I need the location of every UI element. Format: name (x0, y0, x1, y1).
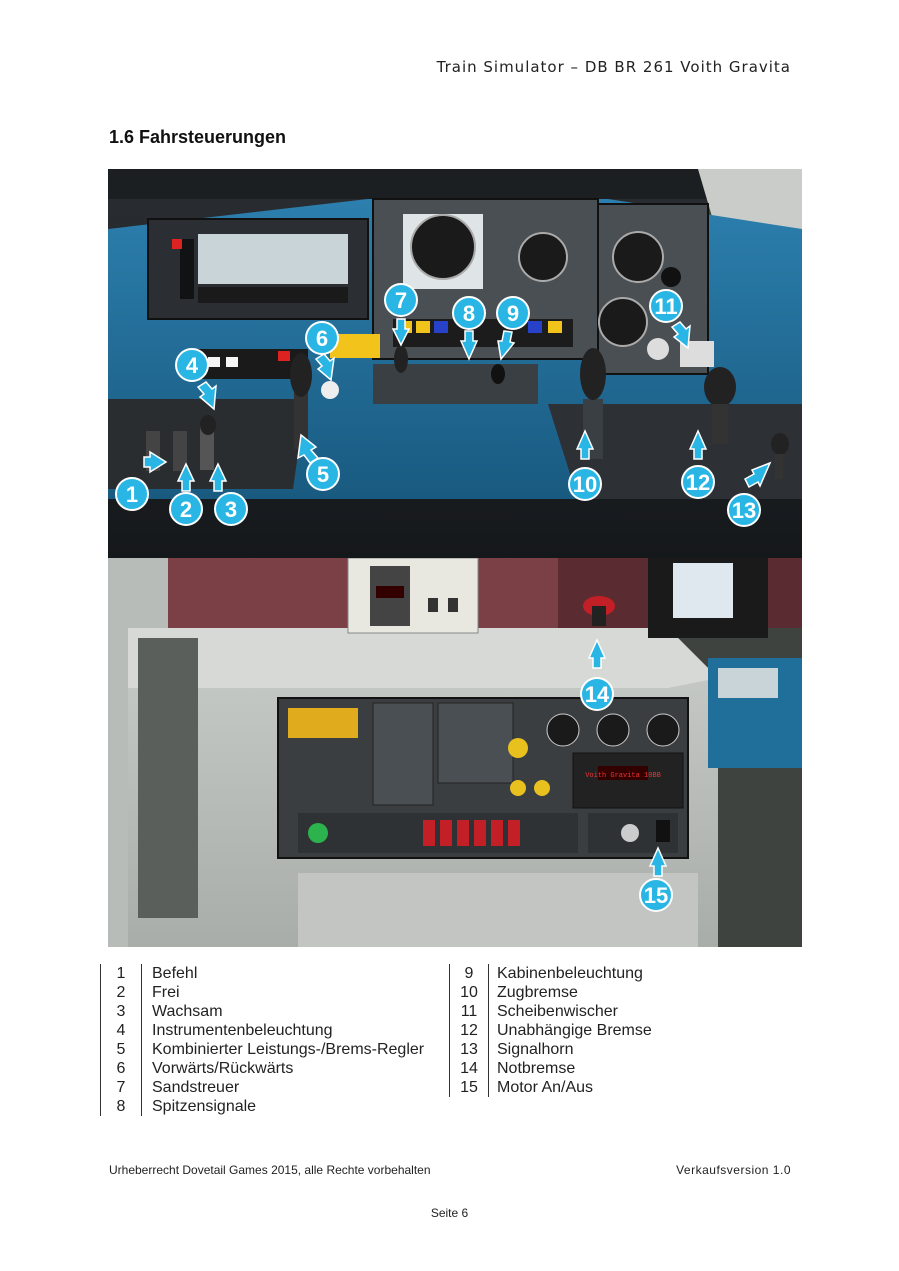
svg-text:11: 11 (654, 294, 678, 319)
legend-number: 13 (450, 1040, 489, 1059)
legend-label: Spitzensignale (152, 1098, 257, 1115)
legend-number: 1 (101, 964, 142, 983)
cab-desk-photo (108, 169, 802, 558)
section-heading: 1.6 Fahrsteuerungen (109, 127, 287, 147)
legend-row (450, 1078, 780, 1097)
legend-label: Sandstreuer (152, 1079, 240, 1096)
legend-number: 10 (450, 983, 489, 1002)
svg-text:1: 1 (125, 482, 139, 507)
svg-text:7: 7 (394, 288, 408, 313)
svg-text:10: 10 (572, 472, 598, 497)
legend-left-column (100, 964, 451, 1116)
legend-row (101, 1059, 451, 1078)
legend-number: 15 (450, 1078, 489, 1097)
legend-label: Unabhängige Bremse (497, 1022, 652, 1039)
legend-label: Frei (152, 984, 180, 1001)
legend-label: Motor An/Aus (497, 1079, 594, 1096)
legend-row (101, 1021, 451, 1040)
legend-number: 3 (101, 1002, 142, 1021)
legend-number: 4 (101, 1021, 142, 1040)
svg-text:15: 15 (643, 883, 669, 908)
legend-label: Scheibenwischer (497, 1003, 618, 1020)
legend-number: 11 (450, 1002, 489, 1021)
legend-label: Kabinenbeleuchtung (497, 965, 643, 982)
svg-text:3: 3 (224, 497, 238, 522)
svg-text:13: 13 (731, 498, 757, 523)
legend-label: Wachsam (152, 1003, 223, 1020)
legend-row (101, 983, 451, 1002)
legend-row (450, 1059, 780, 1078)
legend-label: Instrumentenbeleuchtung (152, 1022, 333, 1039)
footer-version: Verkaufsversion 1.0 (676, 1163, 791, 1177)
legend-label: Vorwärts/Rückwärts (152, 1060, 294, 1077)
legend-label: Notbremse (497, 1060, 576, 1077)
legend-number: 7 (101, 1078, 142, 1097)
legend-row (450, 1002, 780, 1021)
legend-label: Kombinierter Leistungs-/Brems-Regler (152, 1041, 425, 1058)
legend-row (101, 1002, 451, 1021)
side-console-photo (108, 558, 802, 947)
legend-row (450, 1040, 780, 1059)
legend-label: Zugbremse (497, 984, 578, 1001)
legend-right-column (449, 964, 780, 1097)
legend-row (450, 1021, 780, 1040)
legend-row (101, 1040, 451, 1059)
legend-row (450, 964, 780, 983)
svg-text:9: 9 (506, 301, 520, 326)
document-header-title: Train Simulator – DB BR 261 Voith Gravita (436, 58, 791, 76)
voith-display-text: Voith Gravita 10BB (585, 772, 661, 780)
legend-row (101, 964, 451, 983)
legend-number: 8 (101, 1097, 142, 1116)
footer-copyright: Urheberrecht Dovetail Games 2015, alle Rechte vorbehalten (109, 1163, 431, 1177)
legend-label: Signalhorn (497, 1041, 574, 1058)
svg-text:4: 4 (185, 353, 199, 378)
svg-text:12: 12 (685, 470, 711, 495)
legend-number: 12 (450, 1021, 489, 1040)
legend-number: 14 (450, 1059, 489, 1078)
legend-label: Befehl (152, 965, 198, 982)
legend-number: 6 (101, 1059, 142, 1078)
svg-text:2: 2 (179, 497, 193, 522)
legend-row (450, 983, 780, 1002)
legend-row (101, 1097, 451, 1116)
legend-number: 5 (101, 1040, 142, 1059)
legend-number: 2 (101, 983, 142, 1002)
page-number: Seite 6 (430, 1206, 469, 1220)
svg-text:8: 8 (462, 301, 476, 326)
svg-text:6: 6 (315, 326, 329, 351)
svg-text:5: 5 (316, 462, 330, 487)
svg-text:14: 14 (584, 682, 610, 707)
legend-number: 9 (450, 964, 489, 983)
legend-row (101, 1078, 451, 1097)
